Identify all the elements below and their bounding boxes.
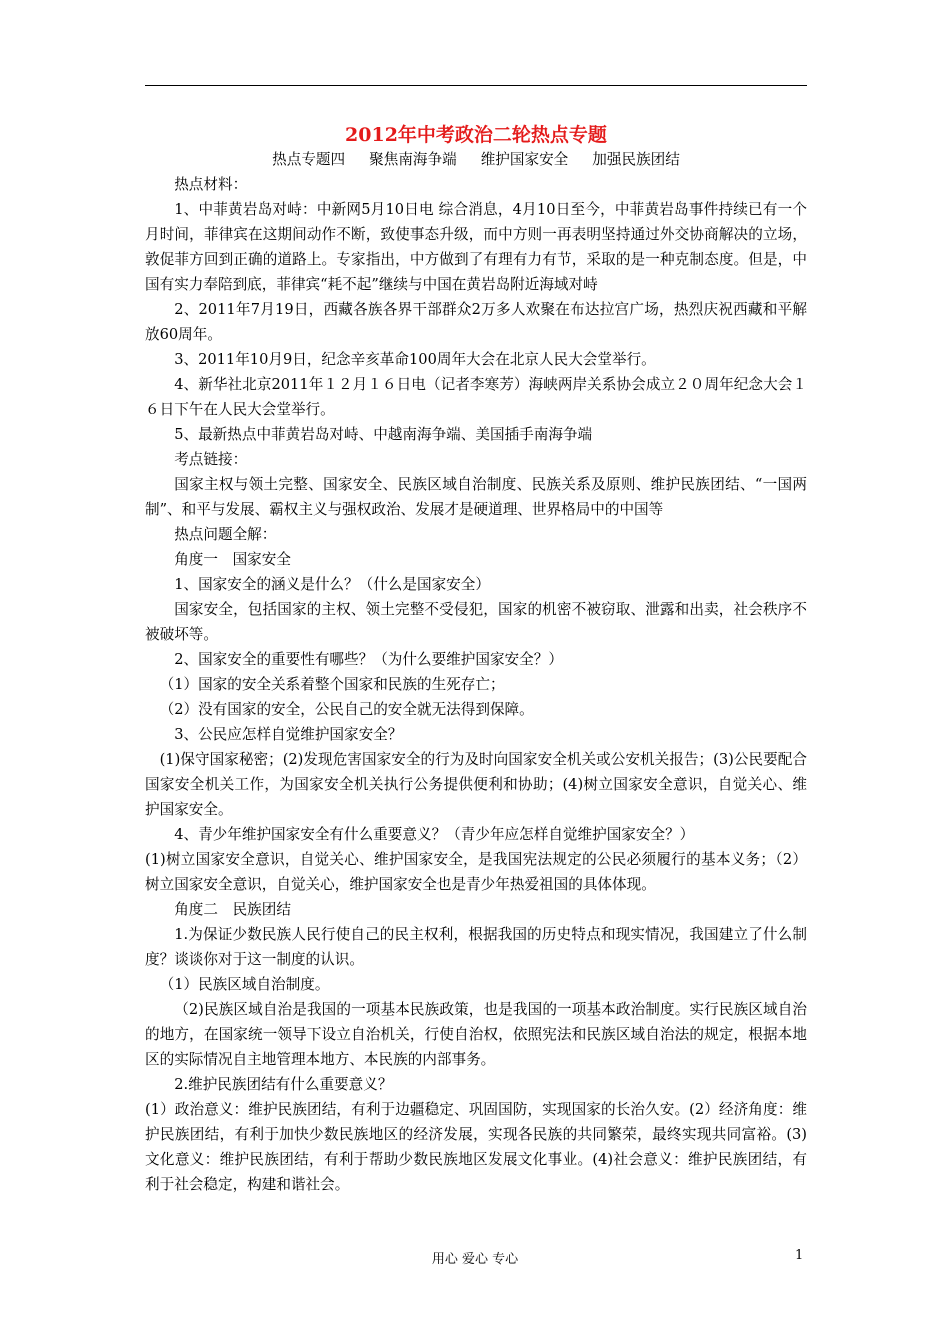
question-3: 3、公民应怎样自觉维护国家安全？ <box>174 726 403 743</box>
page-number: 1 <box>795 1248 804 1263</box>
header-rule <box>145 85 807 86</box>
answer-5-point-2: （2)民族区域自治是我国的一项基本民族政策，也是我国的一项基本政治制度。实行民族区域自治的地方，在国家统一领导下设立自治机关，行使自治权，依照宪法和民族区域自治法的规定，根据本地区的实际情况自主地管理本地方、本民族的内部事务。 <box>145 1001 807 1068</box>
section-heading-links: 考点链接： <box>174 451 248 468</box>
material-item-5: 5、最新热点中菲黄岩岛对峙、中越南海争端、美国插手南海争端 <box>174 426 593 443</box>
answer-2-point-2: （2）没有国家的安全，公民自己的安全就无法得到保障。 <box>159 701 534 718</box>
material-item-2: 2、2011年7月19日，西藏各族各界干部群众2万多人欢聚在布达拉宫广场，热烈庆祝西藏和平解放60周年。 <box>145 301 807 343</box>
material-item-4: 4、新华社北京2011年１２月１６日电（记者李寒芳）海峡两岸关系协会成立２０周年纪念大会１６日下午在人民大会堂举行。 <box>145 376 807 418</box>
footer-slogan: 用心 爱心 专心 <box>431 1252 519 1267</box>
answer-5-point-1: （1）民族区域自治制度。 <box>159 976 330 993</box>
document-body <box>145 122 807 1197</box>
answer-6: (1）政治意义：维护民族团结，有利于边疆稳定、巩固国防，实现国家的长治久安。(2）经济角度：维护民族团结，有利于加快少数民族地区的经济发展，实现各民族的共同繁荣，最终实现共同富裕。(3)文化意义：维护民族团结，有利于帮助少数民族地区发展文化事业。(4)社会意义：维护民族团结，有利于社会稳定，构建和谐社会。 <box>145 1101 807 1193</box>
answer-4: (1)树立国家安全意识，自觉关心、维护国家安全，是我国宪法规定的公民必须履行的基本义务；（2）树立国家安全意识，自觉关心，维护国家安全也是青少年热爱祖国的具体体现。 <box>145 851 807 893</box>
question-1: 1、国家安全的涵义是什么？（什么是国家安全） <box>174 576 490 593</box>
subtitle-national-security: 维护国家安全 <box>480 151 569 168</box>
document-subtitle <box>145 148 807 172</box>
subtitle-ethnic-unity: 加强民族团结 <box>592 151 680 168</box>
subtitle-south-sea: 聚焦南海争端 <box>369 151 457 168</box>
angle-one-heading: 角度一 国家安全 <box>174 551 291 568</box>
subtitle-topic-number: 热点专题四 <box>272 151 346 168</box>
question-2: 2、国家安全的重要性有哪些？（为什么要维护国家安全？） <box>174 651 563 668</box>
answer-2-point-1: （1）国家的安全关系着整个国家和民族的生死存亡； <box>159 676 505 693</box>
document-title: 2012年中考政治二轮热点专题 <box>345 124 607 146</box>
angle-two-heading: 角度二 民族团结 <box>174 901 291 918</box>
question-4: 4、青少年维护国家安全有什么重要意义？（青少年应怎样自觉维护国家安全？） <box>174 826 695 843</box>
material-item-1: 1、中菲黄岩岛对峙：中新网5月10日电 综合消息，4月10日至今，中菲黄岩岛事件持续已有一个月时间，菲律宾在这期间动作不断，致使事态升级，而中方则一再表明坚持通过外交协商解决的立场，敦促菲方回到正确的道路上。专家指出，中方做到了有理有力有节，采取的是一种克制态度。但是，中国有实力奉陪到底，菲律宾“耗不起”继续与中国在黄岩岛附近海域对峙 <box>145 201 807 293</box>
question-5: 1.为保证少数民族人民行使自己的民主权利，根据我国的历史特点和现实情况，我国建立了什么制度？谈谈你对于这一制度的认识。 <box>145 926 807 968</box>
answer-3: (1)保守国家秘密；(2)发现危害国家安全的行为及时向国家安全机关或公安机关报告；(3)公民要配合国家安全机关工作，为国家安全机关执行公务提供便利和协助；(4)树立国家安全意识，自觉关心、维护国家安全。 <box>145 751 807 818</box>
section-heading-analysis: 热点问题全解： <box>174 526 277 543</box>
answer-1: 国家安全，包括国家的主权、领土完整不受侵犯，国家的机密不被窃取、泄露和出卖，社会秩序不被破坏等。 <box>145 601 807 643</box>
links-paragraph: 国家主权与领土完整、国家安全、民族区域自治制度、民族关系及原则、维护民族团结、“一国两制”、和平与发展、霸权主义与强权政治、发展才是硬道理、世界格局中的中国等 <box>145 476 807 518</box>
material-item-3: 3、2011年10月9日，纪念辛亥革命100周年大会在北京人民大会堂举行。 <box>174 351 656 368</box>
section-heading-material: 热点材料： <box>174 176 248 193</box>
question-6: 2.维护民族团结有什么重要意义？ <box>174 1076 393 1093</box>
